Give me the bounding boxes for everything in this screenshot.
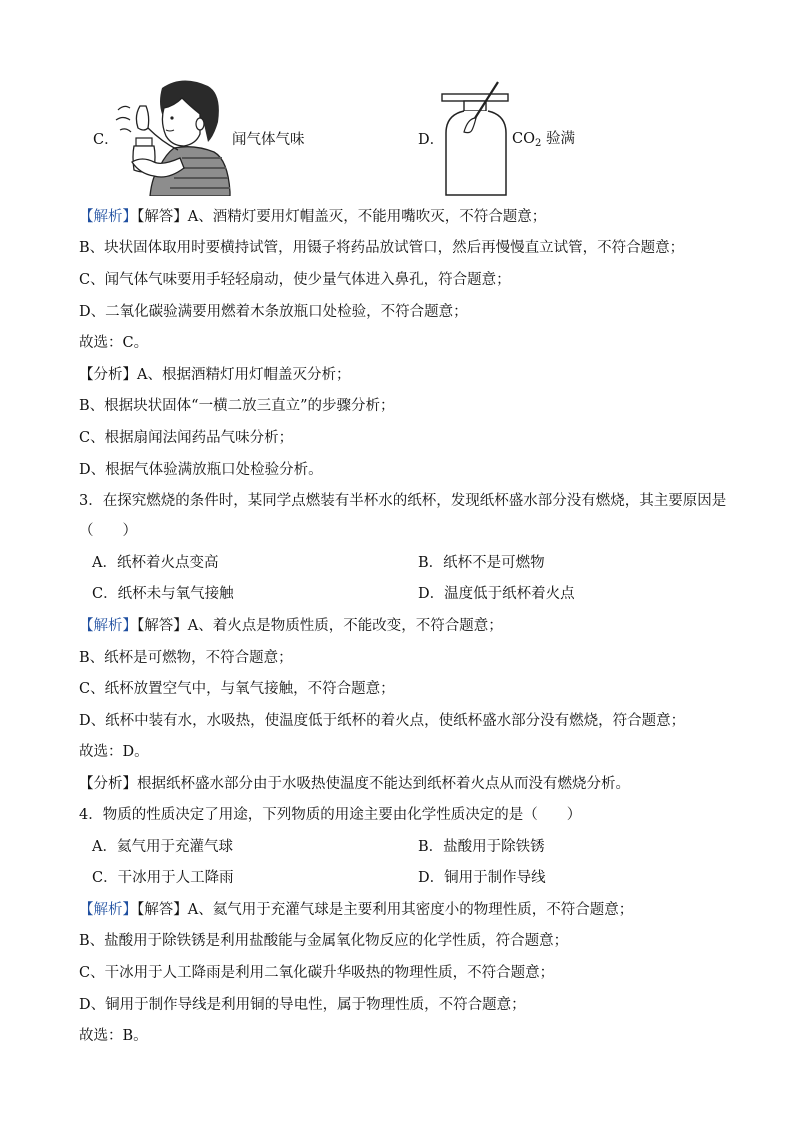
- q3-fenxi-text: 根据纸杯盛水部分由于水吸热使温度不能达到纸杯着火点从而没有燃烧分析。: [137, 776, 630, 792]
- q3-stem-paren: （ ）: [79, 523, 137, 539]
- q4-stem: 4．物质的性质决定了用途，下列物质的用途主要由化学性质决定的是（ ）: [79, 807, 582, 823]
- q2-answer-a: [79, 207, 546, 227]
- q3-option-a: A．纸杯着火点变高: [92, 555, 219, 571]
- q3-option-row-1: [92, 553, 545, 573]
- co2-subscript: 2: [534, 138, 542, 149]
- q4-option-b: B．盐酸用于除铁锈: [418, 839, 545, 855]
- q2-fenxi-a: [79, 365, 350, 385]
- q3-option-b: B．纸杯不是可燃物: [418, 555, 545, 571]
- fenxi-tag: 【分析】: [79, 776, 137, 792]
- q2-choose: 故选：C。: [79, 335, 149, 351]
- q3-choose: 故选：D。: [79, 744, 149, 760]
- co2-text: CO: [512, 131, 535, 147]
- q3-stem: 3．在探究燃烧的条件时，某同学点燃装有半杯水的纸杯，发现纸杯盛水部分没有燃烧，其主要原因是: [79, 493, 727, 509]
- q3-line-b: B、纸杯是可燃物，不符合题意；: [79, 650, 293, 666]
- answer-tag: 【解答】: [137, 209, 188, 225]
- q4-line-c: C、干冰用于人工降雨是利用二氧化碳升华吸热的物理性质，不符合题意；: [79, 965, 555, 981]
- answer-tag: 【解答】: [137, 902, 188, 918]
- q4-line-a: A、氦气用于充灌气球是主要利用其密度小的物理性质，不符合题意；: [187, 902, 634, 918]
- q4-option-a: A．氦气用于充灌气球: [92, 839, 233, 855]
- q3-fenxi: [79, 774, 630, 794]
- option-c-label: C．: [93, 132, 119, 148]
- q4-option-c: C．干冰用于人工降雨: [92, 870, 234, 886]
- q2-line-c: C、闻气体气味要用手轻轻扇动，使少量气体进入鼻孔，符合题意；: [79, 272, 511, 288]
- q3-option-d: D．温度低于纸杯着火点: [418, 586, 575, 602]
- option-c-caption: 闻气体气味: [232, 132, 305, 148]
- q2-fenxi-d: D、根据气体验满放瓶口处检验分析。: [79, 462, 323, 478]
- q2-fenxi-b: B、根据块状固体“一横二放三直立”的步骤分析；: [79, 398, 395, 414]
- q4-option-d: D．铜用于制作导线: [418, 870, 546, 886]
- verify-full-text: 验满: [541, 131, 575, 147]
- analysis-tag: 【解析】: [79, 902, 137, 918]
- q4-line-d: D、铜用于制作导线是利用铜的导电性，属于物理性质，不符合题意；: [79, 997, 526, 1013]
- co2-bottle-illustration: [440, 80, 512, 196]
- option-d-caption: [512, 129, 575, 154]
- q3-line-a: A、着火点是物质性质，不能改变，不符合题意；: [187, 618, 503, 634]
- q4-option-row-1: [92, 837, 545, 857]
- analysis-tag: 【解析】: [79, 618, 137, 634]
- q4-option-row-2: [92, 868, 546, 888]
- q3-answer-a: [79, 616, 503, 636]
- q3-option-c: C．纸杯未与氧气接触: [92, 586, 234, 602]
- q2-line-d: D、二氧化碳验满要用燃着木条放瓶口处检验，不符合题意；: [79, 304, 468, 320]
- smell-gas-illustration: [112, 78, 232, 196]
- q4-line-b: B、盐酸用于除铁锈是利用盐酸能与金属氧化物反应的化学性质，符合题意；: [79, 933, 569, 949]
- q3-option-row-2: [92, 584, 575, 604]
- q2-line-a: A、酒精灯要用灯帽盖灭，不能用嘴吹灭，不符合题意；: [187, 209, 547, 225]
- q2-line-b: B、块状固体取用时要横持试管，用镊子将药品放试管口，然后再慢慢直立试管，不符合题意；: [79, 240, 685, 256]
- q2-fenxi-a-text: A、根据酒精灯用灯帽盖灭分析；: [137, 367, 351, 383]
- q3-line-c: C、纸杯放置空气中，与氧气接触，不符合题意；: [79, 681, 395, 697]
- fenxi-tag: 【分析】: [79, 367, 137, 383]
- q4-choose: 故选：B。: [79, 1028, 148, 1044]
- analysis-tag: 【解析】: [79, 209, 137, 225]
- q2-fenxi-c: C、根据扇闻法闻药品气味分析；: [79, 430, 294, 446]
- q4-answer-a: [79, 900, 633, 920]
- q3-line-d: D、纸杯中装有水，水吸热，使温度低于纸杯的着火点，使纸杯盛水部分没有燃烧，符合题意；: [79, 713, 686, 729]
- option-d-label: D．: [418, 132, 445, 148]
- answer-tag: 【解答】: [137, 618, 188, 634]
